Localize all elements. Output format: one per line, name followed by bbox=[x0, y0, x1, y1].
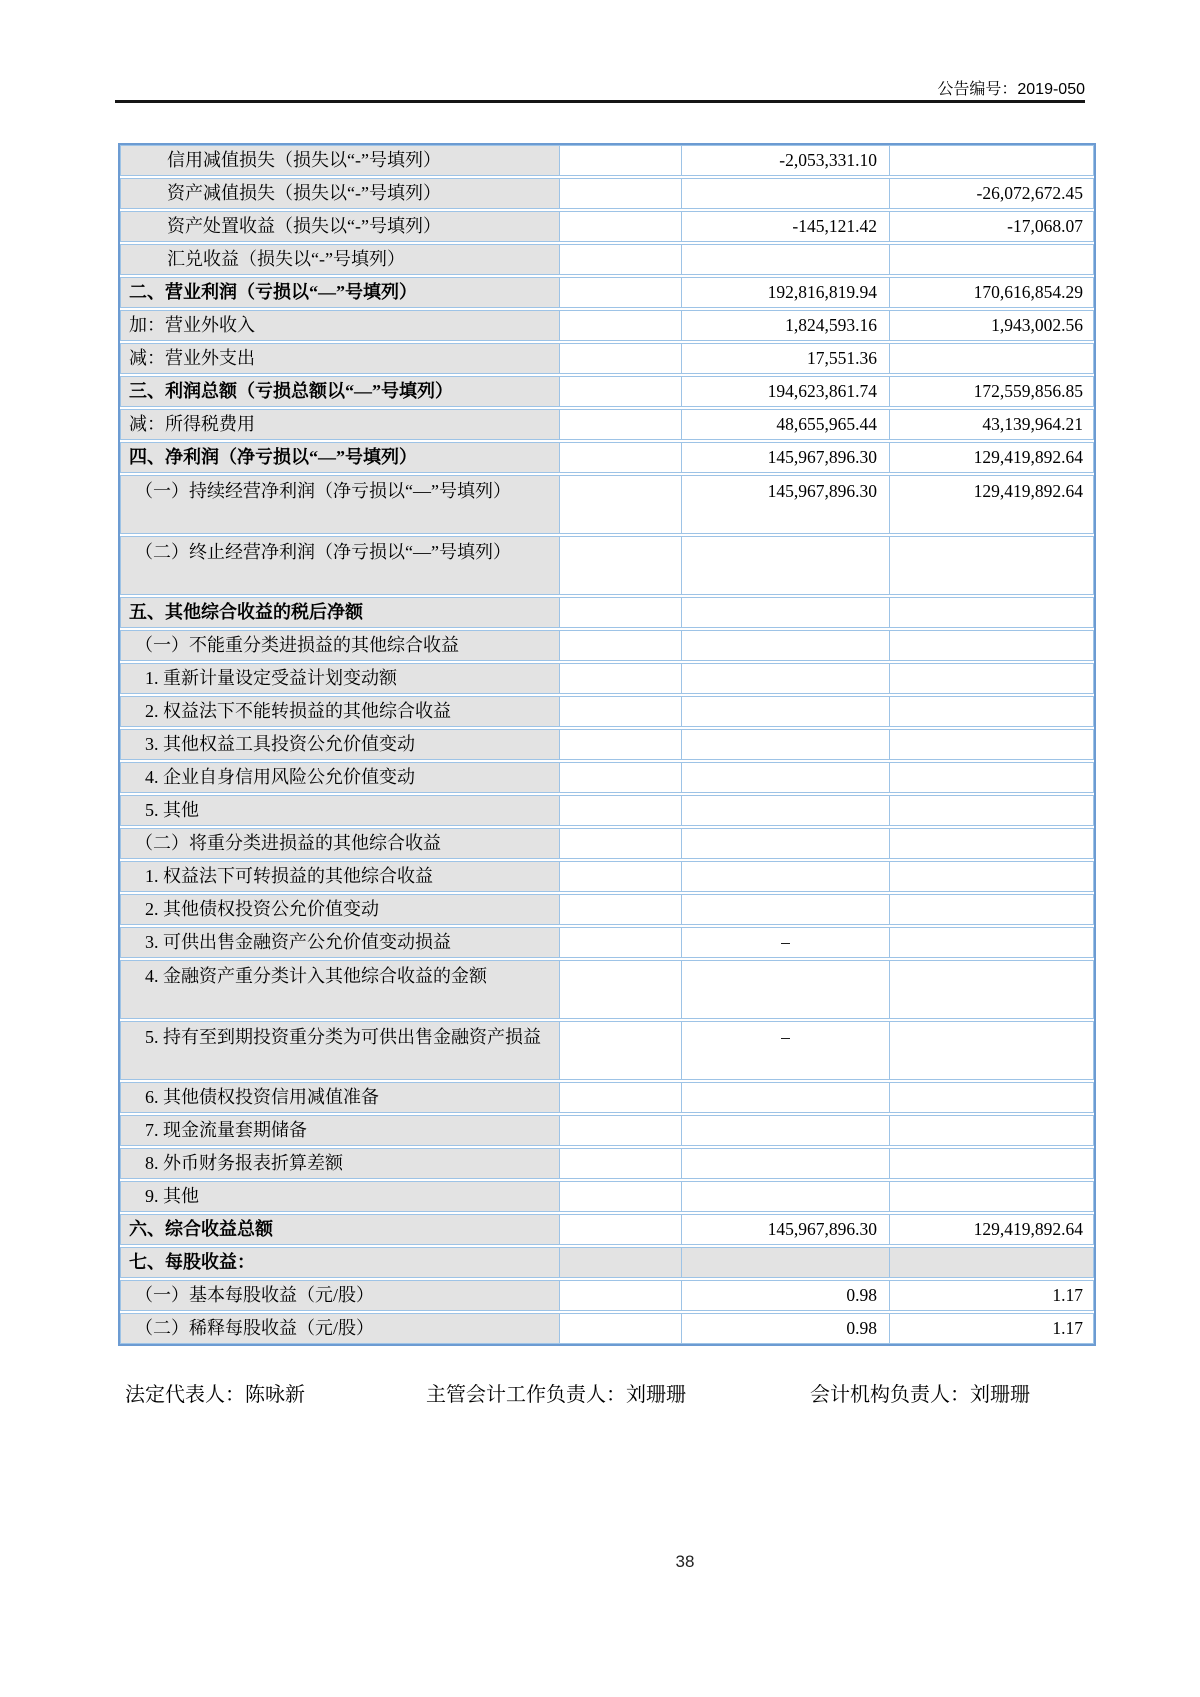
item-cell: 资产减值损失（损失以“-”号填列） bbox=[120, 178, 560, 209]
note-cell bbox=[560, 861, 682, 892]
note-cell bbox=[560, 1115, 682, 1146]
prior-period-cell bbox=[890, 630, 1094, 661]
table-row bbox=[120, 1280, 1094, 1311]
prior-period-cell bbox=[890, 1082, 1094, 1113]
note-cell bbox=[560, 277, 682, 308]
item-cell: 6. 其他债权投资信用减值准备 bbox=[120, 1082, 560, 1113]
prior-period-cell: 1.17 bbox=[890, 1313, 1094, 1344]
item-cell: 8. 外币财务报表折算差额 bbox=[120, 1148, 560, 1179]
table-row bbox=[120, 310, 1094, 341]
prior-period-cell: 1,943,002.56 bbox=[890, 310, 1094, 341]
item-cell: 5. 其他 bbox=[120, 795, 560, 826]
note-cell bbox=[560, 828, 682, 859]
table-row bbox=[120, 762, 1094, 793]
note-cell bbox=[560, 1181, 682, 1212]
note-cell bbox=[560, 960, 682, 1019]
note-cell bbox=[560, 597, 682, 628]
table-row bbox=[120, 1181, 1094, 1212]
current-period-cell: 145,967,896.30 bbox=[682, 475, 890, 534]
chief-accounting-officer: 主管会计工作负责人：刘珊珊 bbox=[426, 1384, 686, 1406]
item-cell: 四、净利润（净亏损以“—”号填列） bbox=[120, 442, 560, 473]
table-row bbox=[120, 211, 1094, 242]
note-cell bbox=[560, 729, 682, 760]
prior-period-cell bbox=[890, 960, 1094, 1019]
item-cell: 3. 其他权益工具投资公允价值变动 bbox=[120, 729, 560, 760]
current-period-cell bbox=[682, 1148, 890, 1179]
current-period-cell bbox=[682, 597, 890, 628]
current-period-cell: 17,551.36 bbox=[682, 343, 890, 374]
item-cell: 9. 其他 bbox=[120, 1181, 560, 1212]
current-period-cell: 145,967,896.30 bbox=[682, 1214, 890, 1245]
item-cell: 五、其他综合收益的税后净额 bbox=[120, 597, 560, 628]
item-cell: 减：营业外支出 bbox=[120, 343, 560, 374]
table-row bbox=[120, 696, 1094, 727]
item-cell: 4. 企业自身信用风险公允价值变动 bbox=[120, 762, 560, 793]
note-cell bbox=[560, 409, 682, 440]
page-number: 38 bbox=[675, 1552, 695, 1571]
item-cell: 二、营业利润（亏损以“—”号填列） bbox=[120, 277, 560, 308]
prior-period-cell bbox=[890, 536, 1094, 595]
note-cell bbox=[560, 1148, 682, 1179]
prior-period-cell bbox=[890, 244, 1094, 275]
note-cell bbox=[560, 178, 682, 209]
prior-period-cell bbox=[890, 828, 1094, 859]
prior-period-cell bbox=[890, 894, 1094, 925]
note-cell bbox=[560, 145, 682, 176]
current-period-cell: 0.98 bbox=[682, 1313, 890, 1344]
current-period-cell: 192,816,819.94 bbox=[682, 277, 890, 308]
current-period-cell bbox=[682, 1082, 890, 1113]
prior-period-cell bbox=[890, 1115, 1094, 1146]
current-period-cell: – bbox=[682, 1021, 890, 1080]
table-row bbox=[120, 597, 1094, 628]
current-period-cell bbox=[682, 178, 890, 209]
note-cell bbox=[560, 663, 682, 694]
note-cell bbox=[560, 475, 682, 534]
table-row bbox=[120, 1021, 1094, 1080]
table-row bbox=[120, 1148, 1094, 1179]
legal-representative: 法定代表人：陈咏新 bbox=[125, 1384, 305, 1406]
current-period-cell: 145,967,896.30 bbox=[682, 442, 890, 473]
note-cell bbox=[560, 244, 682, 275]
table-row bbox=[120, 244, 1094, 275]
table-row bbox=[120, 178, 1094, 209]
note-cell bbox=[560, 376, 682, 407]
note-cell bbox=[560, 211, 682, 242]
current-period-cell bbox=[682, 1247, 890, 1278]
table-row bbox=[120, 960, 1094, 1019]
current-period-cell bbox=[682, 894, 890, 925]
table-row bbox=[120, 1115, 1094, 1146]
item-cell: 汇兑收益（损失以“-”号填列） bbox=[120, 244, 560, 275]
item-cell: 资产处置收益（损失以“-”号填列） bbox=[120, 211, 560, 242]
notice-number: 公告编号：2019-050 bbox=[937, 81, 1085, 98]
table-row bbox=[120, 1247, 1094, 1278]
note-cell bbox=[560, 1313, 682, 1344]
prior-period-cell bbox=[890, 927, 1094, 958]
note-cell bbox=[560, 1214, 682, 1245]
note-cell bbox=[560, 343, 682, 374]
prior-period-cell bbox=[890, 729, 1094, 760]
table-row bbox=[120, 1313, 1094, 1344]
item-cell: 七、每股收益： bbox=[120, 1247, 560, 1278]
table-row bbox=[120, 861, 1094, 892]
table-row bbox=[120, 729, 1094, 760]
item-cell: 1. 重新计量设定受益计划变动额 bbox=[120, 663, 560, 694]
prior-period-cell: 129,419,892.64 bbox=[890, 475, 1094, 534]
prior-period-cell bbox=[890, 861, 1094, 892]
prior-period-cell: -26,072,672.45 bbox=[890, 178, 1094, 209]
item-cell: 5. 持有至到期投资重分类为可供出售金融资产损益 bbox=[120, 1021, 560, 1080]
note-cell bbox=[560, 894, 682, 925]
prior-period-cell bbox=[890, 1148, 1094, 1179]
table-row bbox=[120, 894, 1094, 925]
table-row bbox=[120, 828, 1094, 859]
header-rule bbox=[115, 100, 1085, 103]
prior-period-cell bbox=[890, 145, 1094, 176]
current-period-cell bbox=[682, 795, 890, 826]
prior-period-cell bbox=[890, 762, 1094, 793]
prior-period-cell bbox=[890, 795, 1094, 826]
item-cell: 2. 其他债权投资公允价值变动 bbox=[120, 894, 560, 925]
note-cell bbox=[560, 696, 682, 727]
table-row bbox=[120, 1082, 1094, 1113]
note-cell bbox=[560, 1082, 682, 1113]
note-cell bbox=[560, 1021, 682, 1080]
prior-period-cell: 43,139,964.21 bbox=[890, 409, 1094, 440]
note-cell bbox=[560, 442, 682, 473]
item-cell: 六、综合收益总额 bbox=[120, 1214, 560, 1245]
current-period-cell: 1,824,593.16 bbox=[682, 310, 890, 341]
item-cell: 7. 现金流量套期储备 bbox=[120, 1115, 560, 1146]
prior-period-cell: 170,616,854.29 bbox=[890, 277, 1094, 308]
current-period-cell bbox=[682, 729, 890, 760]
prior-period-cell bbox=[890, 663, 1094, 694]
table-row bbox=[120, 630, 1094, 661]
table-row bbox=[120, 442, 1094, 473]
item-cell: 加：营业外收入 bbox=[120, 310, 560, 341]
item-cell: 三、利润总额（亏损总额以“—”号填列） bbox=[120, 376, 560, 407]
current-period-cell bbox=[682, 762, 890, 793]
item-cell: （二）将重分类进损益的其他综合收益 bbox=[120, 828, 560, 859]
item-cell: 3. 可供出售金融资产公允价值变动损益 bbox=[120, 927, 560, 958]
prior-period-cell bbox=[890, 1181, 1094, 1212]
current-period-cell bbox=[682, 536, 890, 595]
current-period-cell: – bbox=[682, 927, 890, 958]
table-row bbox=[120, 475, 1094, 534]
item-cell: （一）基本每股收益（元/股） bbox=[120, 1280, 560, 1311]
prior-period-cell: 129,419,892.64 bbox=[890, 1214, 1094, 1245]
current-period-cell bbox=[682, 630, 890, 661]
table-row bbox=[120, 277, 1094, 308]
item-cell: 减：所得税费用 bbox=[120, 409, 560, 440]
table-row bbox=[120, 1214, 1094, 1245]
income-statement-table bbox=[118, 143, 1096, 1346]
current-period-cell bbox=[682, 861, 890, 892]
prior-period-cell: 172,559,856.85 bbox=[890, 376, 1094, 407]
item-cell: （二）终止经营净利润（净亏损以“—”号填列） bbox=[120, 536, 560, 595]
note-cell bbox=[560, 795, 682, 826]
prior-period-cell bbox=[890, 1021, 1094, 1080]
item-cell: 1. 权益法下可转损益的其他综合收益 bbox=[120, 861, 560, 892]
table-row bbox=[120, 795, 1094, 826]
current-period-cell bbox=[682, 244, 890, 275]
item-cell: 2. 权益法下不能转损益的其他综合收益 bbox=[120, 696, 560, 727]
prior-period-cell bbox=[890, 696, 1094, 727]
table-row bbox=[120, 536, 1094, 595]
note-cell bbox=[560, 1247, 682, 1278]
table-row bbox=[120, 376, 1094, 407]
prior-period-cell bbox=[890, 343, 1094, 374]
item-cell: （一）不能重分类进损益的其他综合收益 bbox=[120, 630, 560, 661]
current-period-cell: 194,623,861.74 bbox=[682, 376, 890, 407]
note-cell bbox=[560, 762, 682, 793]
accounting-dept-head: 会计机构负责人：刘珊珊 bbox=[810, 1384, 1030, 1406]
item-cell: 信用减值损失（损失以“-”号填列） bbox=[120, 145, 560, 176]
current-period-cell bbox=[682, 828, 890, 859]
table-row bbox=[120, 145, 1094, 176]
prior-period-cell bbox=[890, 1247, 1094, 1278]
current-period-cell bbox=[682, 960, 890, 1019]
note-cell bbox=[560, 536, 682, 595]
note-cell bbox=[560, 310, 682, 341]
table-row bbox=[120, 663, 1094, 694]
prior-period-cell: -17,068.07 bbox=[890, 211, 1094, 242]
prior-period-cell bbox=[890, 597, 1094, 628]
item-cell: （二）稀释每股收益（元/股） bbox=[120, 1313, 560, 1344]
current-period-cell bbox=[682, 1115, 890, 1146]
current-period-cell: 0.98 bbox=[682, 1280, 890, 1311]
current-period-cell bbox=[682, 696, 890, 727]
item-cell: 4. 金融资产重分类计入其他综合收益的金额 bbox=[120, 960, 560, 1019]
note-cell bbox=[560, 630, 682, 661]
current-period-cell: 48,655,965.44 bbox=[682, 409, 890, 440]
current-period-cell: -145,121.42 bbox=[682, 211, 890, 242]
note-cell bbox=[560, 927, 682, 958]
prior-period-cell: 1.17 bbox=[890, 1280, 1094, 1311]
note-cell bbox=[560, 1280, 682, 1311]
table-row bbox=[120, 409, 1094, 440]
current-period-cell: -2,053,331.10 bbox=[682, 145, 890, 176]
prior-period-cell: 129,419,892.64 bbox=[890, 442, 1094, 473]
current-period-cell bbox=[682, 663, 890, 694]
item-cell: （一）持续经营净利润（净亏损以“—”号填列） bbox=[120, 475, 560, 534]
current-period-cell bbox=[682, 1181, 890, 1212]
table-row bbox=[120, 927, 1094, 958]
table-row bbox=[120, 343, 1094, 374]
